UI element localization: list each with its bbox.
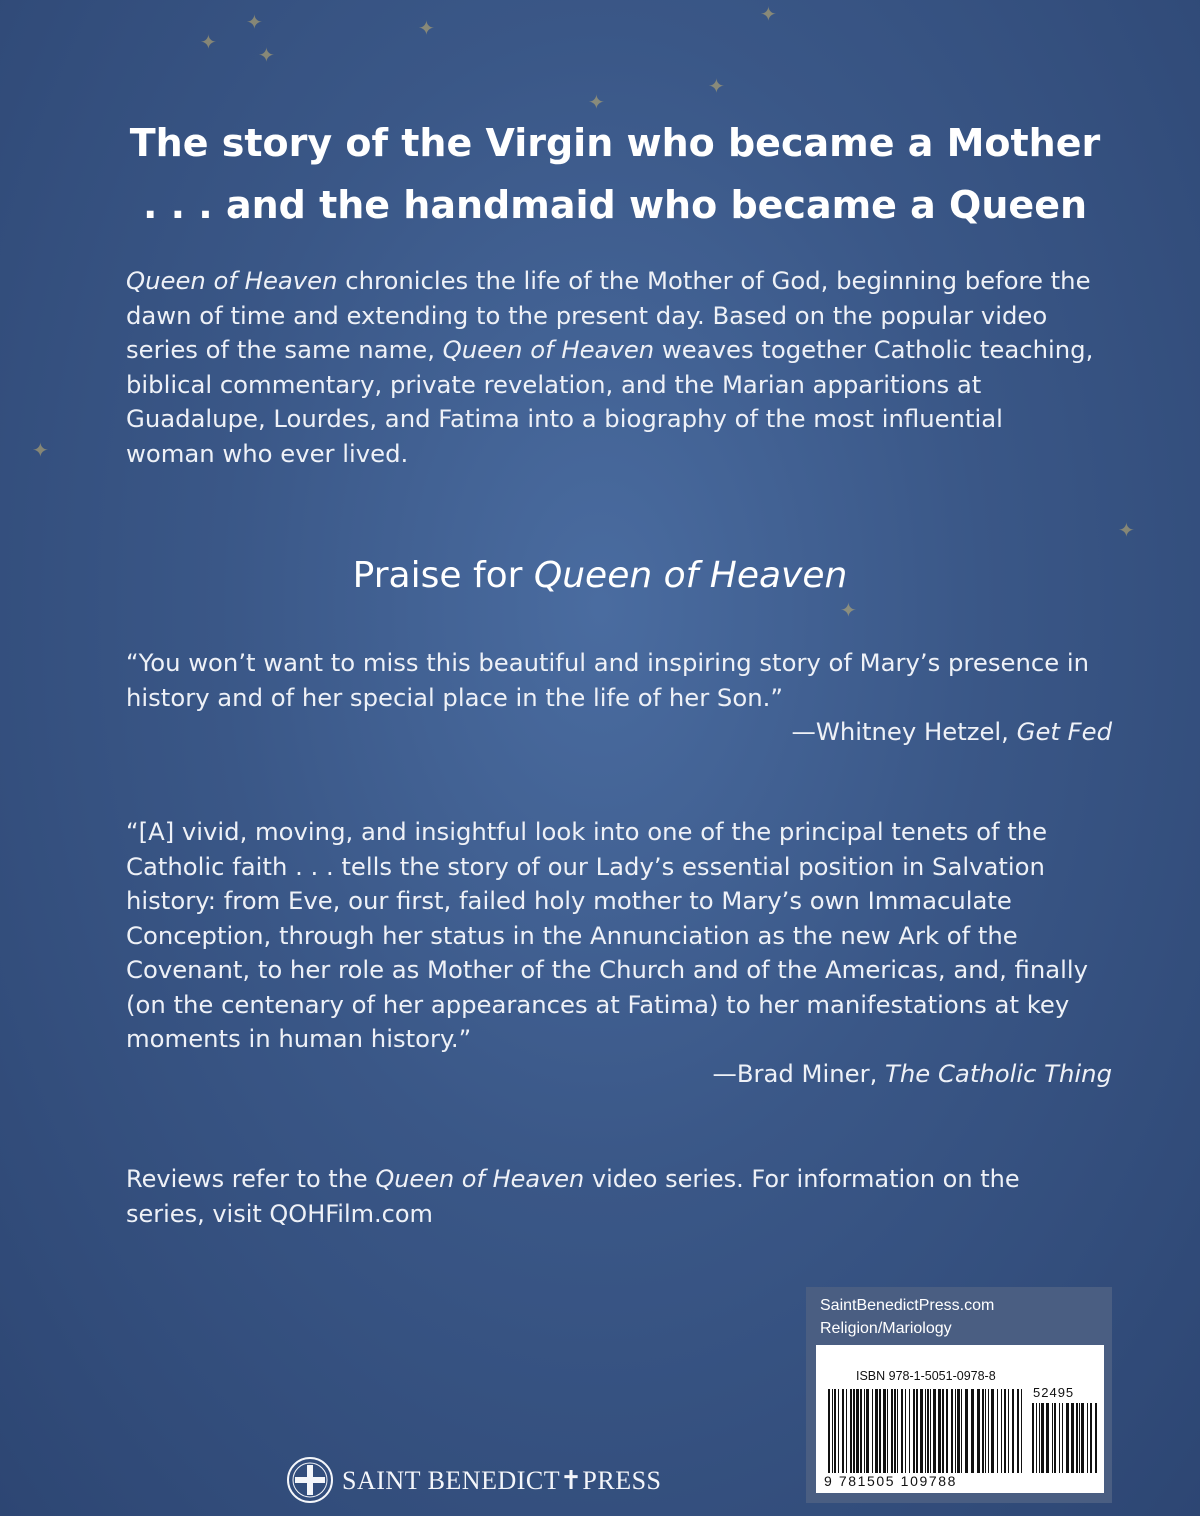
quote-source: Get Fed bbox=[1016, 717, 1112, 746]
barcode-bar bbox=[1095, 1403, 1097, 1473]
barcode-bar bbox=[838, 1389, 839, 1473]
quote-text: “[A] vivid, moving, and insightful look into one of the principal tenets of the Catholic faith . . . tells the story of our Lady’s essential position in Salvation history: from Eve, our first, failed holy mother to Mary’s own Immaculate Conception, through her status in the Annunciation as the new Ark of the Covenant, to her role as Mother of the Church and of the Americas, and, finally (on the centenary of her appearances at Fatima) to her manifestations at key moments in human history.” bbox=[126, 817, 1088, 1053]
barcode-bar bbox=[997, 1389, 998, 1473]
review-quote bbox=[126, 815, 1116, 1091]
barcode-bar bbox=[872, 1389, 873, 1473]
star-icon: ✦ bbox=[200, 30, 217, 54]
isbn-label: ISBN 978-1-5051-0978-8 bbox=[856, 1369, 996, 1383]
barcode-bar bbox=[879, 1389, 881, 1473]
isbn-barcode bbox=[828, 1389, 1028, 1473]
barcode-bar bbox=[925, 1389, 926, 1473]
barcode-bar bbox=[1041, 1403, 1044, 1473]
barcode-bar bbox=[1059, 1403, 1060, 1473]
barcode-bar bbox=[887, 1389, 888, 1473]
barcode-digits: 9 781505 109788 bbox=[824, 1473, 957, 1489]
barcode-bar bbox=[1039, 1403, 1040, 1473]
quote-text: “You won’t want to miss this beautiful and inspiring story of Mary’s presence in history and of her special place in the life of her Son.” bbox=[126, 648, 1090, 712]
publisher-name: SAINT BENEDICT✝PRESS bbox=[342, 1466, 662, 1495]
praise-heading bbox=[0, 555, 1200, 596]
description-text: weaves together Catholic teaching, biblical commentary, private revelation, and the Marian apparitions at Guadalupe, Lourdes, and Fatima into a biography of the most influential woman who ever lived. bbox=[126, 335, 1094, 468]
publisher-website: SaintBenedictPress.com bbox=[820, 1297, 995, 1314]
barcode-bar bbox=[1017, 1389, 1019, 1473]
barcode-bar bbox=[1052, 1403, 1053, 1473]
barcode-bar bbox=[1046, 1403, 1049, 1473]
barcode-card bbox=[816, 1345, 1104, 1493]
note-text: video series. For information on the series, visit QOHFilm.com bbox=[126, 1165, 1020, 1228]
barcode-bar bbox=[1071, 1403, 1074, 1473]
barcode-bar bbox=[860, 1389, 862, 1473]
barcode-bar bbox=[1021, 1389, 1022, 1473]
book-title: Queen of Heaven bbox=[126, 266, 338, 295]
headline-line-1: The story of the Virgin who became a Mother bbox=[129, 121, 1101, 165]
star-icon: ✦ bbox=[760, 2, 777, 26]
star-icon: ✦ bbox=[32, 438, 49, 462]
note-text: Reviews refer to the bbox=[126, 1165, 376, 1193]
quote-author: —Brad Miner, bbox=[712, 1058, 886, 1088]
quote-source: The Catholic Thing bbox=[885, 1058, 1112, 1088]
barcode-bar bbox=[864, 1389, 865, 1473]
barcode-bar bbox=[909, 1389, 910, 1473]
barcode-bar bbox=[977, 1389, 980, 1473]
barcode-bar bbox=[1032, 1403, 1034, 1473]
praise-prefix: Praise for bbox=[352, 555, 534, 596]
barcode-bar bbox=[985, 1389, 986, 1473]
barcode-bar bbox=[828, 1389, 830, 1473]
barcode-bar bbox=[971, 1389, 974, 1473]
price-barcode bbox=[1032, 1403, 1100, 1473]
review-quote bbox=[126, 646, 1116, 750]
quote-attribution bbox=[126, 1057, 1116, 1092]
barcode-bar bbox=[930, 1389, 931, 1473]
barcode-bar bbox=[957, 1389, 960, 1473]
barcode-bar bbox=[1001, 1389, 1002, 1473]
headline bbox=[110, 112, 1120, 236]
barcode-bar bbox=[1008, 1389, 1009, 1473]
barcode-bar bbox=[1087, 1403, 1088, 1473]
star-icon: ✦ bbox=[840, 598, 857, 622]
barcode-bar bbox=[1081, 1403, 1084, 1473]
barcode-bar bbox=[946, 1389, 948, 1473]
barcode-bar bbox=[913, 1389, 915, 1473]
book-title: Queen of Heaven bbox=[533, 555, 848, 596]
reviews-note bbox=[126, 1162, 1086, 1231]
barcode-bar bbox=[1066, 1403, 1069, 1473]
barcode-bar bbox=[988, 1389, 989, 1473]
barcode-bar bbox=[933, 1389, 936, 1473]
barcode-bar bbox=[846, 1389, 847, 1473]
benedict-medal-icon bbox=[286, 1456, 334, 1504]
barcode-bar bbox=[866, 1389, 869, 1473]
barcode-bar bbox=[920, 1389, 923, 1473]
barcode-bar bbox=[894, 1389, 896, 1473]
book-category: Religion/Mariology bbox=[820, 1320, 952, 1337]
barcode-bar bbox=[965, 1389, 968, 1473]
quote-author: —Whitney Hetzel, bbox=[791, 717, 1017, 746]
star-icon: ✦ bbox=[246, 10, 263, 34]
barcode-bar bbox=[883, 1389, 886, 1473]
barcode-bar bbox=[1076, 1403, 1078, 1473]
barcode-bar bbox=[901, 1389, 903, 1473]
description-paragraph bbox=[126, 264, 1096, 471]
barcode-bar bbox=[875, 1389, 878, 1473]
headline-line-2: . . . and the handmaid who became a Queen bbox=[142, 183, 1088, 227]
publisher-logo bbox=[286, 1450, 706, 1510]
barcode-bar bbox=[916, 1389, 918, 1473]
barcode-bar bbox=[942, 1389, 944, 1473]
star-icon: ✦ bbox=[1118, 518, 1135, 542]
barcode-bar bbox=[1090, 1403, 1092, 1473]
barcode-bar bbox=[927, 1389, 929, 1473]
barcode-bar bbox=[1079, 1403, 1080, 1473]
price-code: 52495 bbox=[1033, 1385, 1075, 1400]
barcode-bar bbox=[905, 1389, 906, 1473]
barcode-bar bbox=[1062, 1403, 1063, 1473]
barcode-bar bbox=[850, 1389, 852, 1473]
barcode-bar bbox=[961, 1389, 962, 1473]
barcode-bar bbox=[938, 1389, 941, 1473]
barcode-bar bbox=[832, 1389, 833, 1473]
description-text: chronicles the life of the Mother of God, beginning before the dawn of time and extending to the present day. Based on the popular video series of the same name, bbox=[126, 266, 1091, 364]
barcode-bar bbox=[1036, 1403, 1037, 1473]
star-icon: ✦ bbox=[708, 74, 725, 98]
barcode-bar bbox=[951, 1389, 953, 1473]
barcode-bar bbox=[991, 1389, 994, 1473]
quote-attribution bbox=[126, 715, 1116, 750]
barcode-bar bbox=[955, 1389, 956, 1473]
barcode-bar bbox=[897, 1389, 898, 1473]
book-title: Queen of Heaven bbox=[375, 1165, 585, 1193]
star-icon: ✦ bbox=[588, 90, 605, 114]
barcode-panel bbox=[806, 1287, 1112, 1503]
barcode-bar bbox=[853, 1389, 855, 1473]
star-icon: ✦ bbox=[418, 16, 435, 40]
barcode-bar bbox=[891, 1389, 893, 1473]
barcode-bar bbox=[834, 1389, 836, 1473]
star-icon: ✦ bbox=[258, 43, 275, 67]
barcode-bar bbox=[1004, 1389, 1006, 1473]
barcode-bar bbox=[842, 1389, 844, 1473]
barcode-bar bbox=[856, 1389, 859, 1473]
book-title: Queen of Heaven bbox=[442, 335, 655, 364]
barcode-bar bbox=[1054, 1403, 1056, 1473]
barcode-bar bbox=[1012, 1389, 1014, 1473]
barcode-bar bbox=[982, 1389, 984, 1473]
